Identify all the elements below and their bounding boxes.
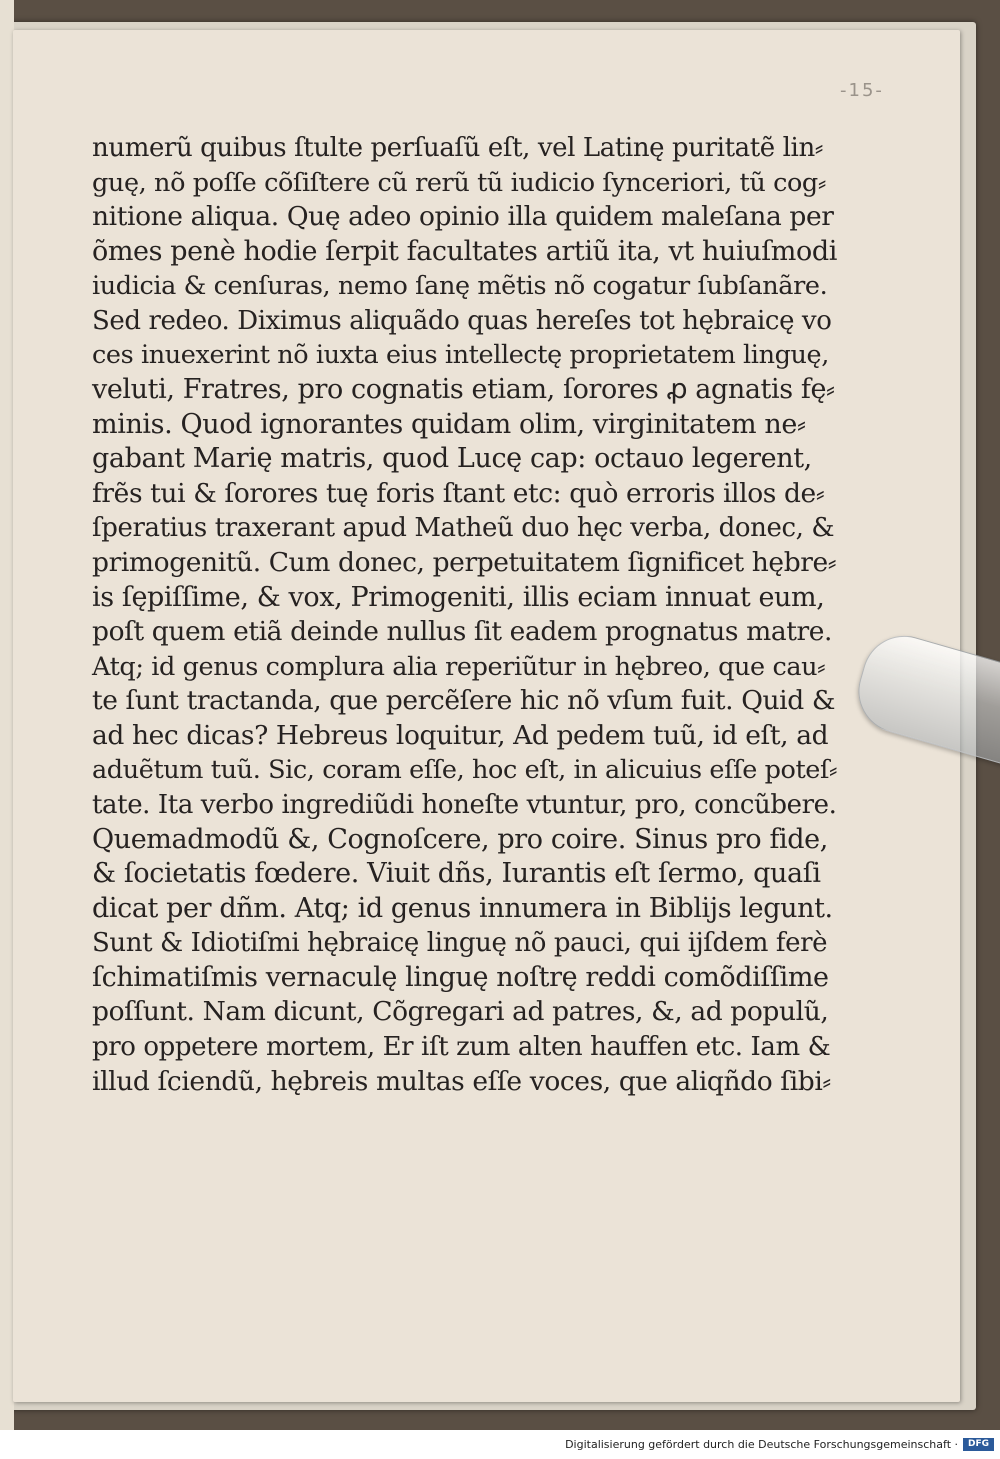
text-line: numerũ quibus ſtulte perſuaſũ eſt, vel Latinę puritatẽ lin⸗: [92, 133, 824, 163]
text-line: aduẽtum tuũ. Sic, coram eſſe, hoc eſt, in alicuius eſſe poteſ⸗: [92, 755, 838, 786]
text-line: te ſunt tractanda, que percẽſere hic nõ vſum fuit. Quid &: [92, 685, 836, 717]
text-line: poſſunt. Nam dicunt, Cõgregari ad patres, &, ad populũ,: [92, 996, 829, 1028]
text-line: dicat per dñm. Atq; id genus innumera in Biblijs legunt.: [92, 892, 833, 924]
text-line: minis. Quod ignorantes quidam olim, virginitatem ne⸗: [92, 408, 806, 440]
left-page-edge: [0, 0, 14, 1430]
text-line: pro oppetere mortem, Er iſt zum alten hauffen etc. Iam &: [92, 1032, 831, 1063]
text-line: & ſocietatis fœdere. Viuit dñs, Iurantis eſt ſermo, quaſi: [92, 858, 821, 890]
text-line: ad hec dicas? Hebreus loquitur, Ad pedem tuũ, id eſt, ad: [92, 719, 829, 751]
text-line: Atq; id genus complura alia reperiũtur in hębreo, que cau⸗: [92, 651, 826, 682]
text-line: primogenitũ. Cum donec, perpetuitatem ſignificet hębre⸗: [92, 546, 837, 578]
text-line: nitione aliqua. Quę adeo opinio illa quidem maleſana per: [92, 201, 834, 233]
text-line: õmes penè hodie ſerpit facultates artiũ ita, vt huiuſmodi: [92, 235, 837, 267]
funding-credit: Digitalisierung gefördert durch die Deutsche Forschungsgemeinschaft ·: [565, 1438, 958, 1451]
text-line: ſchimatiſmis vernaculę linguę noſtrę reddi comõdiſſime: [92, 961, 829, 993]
text-line: ces inuexerint nõ iuxta eius intellectę proprietatem linguę,: [92, 340, 829, 371]
text-line: Quemadmodũ &, Cognoſcere, pro coire. Sinus pro fide,: [92, 823, 828, 855]
dfg-logo: DFG: [963, 1438, 994, 1451]
page-number: -15-: [840, 80, 884, 101]
text-line: is ſępiſſime, & vox, Primogeniti, illis eciam innuat eum,: [92, 581, 825, 613]
digitization-footer: [0, 1430, 1000, 1459]
text-line: gabant Marię matris, quod Lucę cap: octauo legerent,: [92, 443, 812, 475]
text-line: veluti, Fratres, pro cognatis etiam, ſorores ꝓ agnatis fę⸗: [92, 374, 835, 406]
text-line: frẽs tui & ſorores tuę foris ſtant etc: quò erroris illos de⸗: [92, 477, 825, 509]
text-line: tate. Ita verbo ingrediũdi honeſte vtuntur, pro, concũbere.: [92, 789, 837, 820]
text-line: Sunt & Idiotiſmi hębraicę linguę nõ pauci, qui ijſdem ferè: [92, 928, 828, 959]
text-line: iudicia & cenſuras, nemo ſanę mẽtis nõ cogatur ſubſanãre.: [92, 271, 828, 302]
text-line: guę, nõ poſſe cõſiſtere cũ rerũ tũ iudicio ſynceriori, tũ cog⸗: [92, 167, 826, 198]
text-line: illud ſciendũ, hębreis multas eſſe voces, que aliqñdo ſibi⸗: [92, 1065, 831, 1097]
text-line: ſperatius traxerant apud Matheũ duo hęc verba, donec, &: [92, 513, 835, 544]
text-block: [92, 131, 837, 1099]
text-line: Sed redeo. Diximus aliquãdo quas hereſes tot hębraicę vo: [92, 305, 832, 336]
text-line: poſt quem etiã deinde nullus ſit eadem prognatus matre.: [92, 616, 833, 648]
